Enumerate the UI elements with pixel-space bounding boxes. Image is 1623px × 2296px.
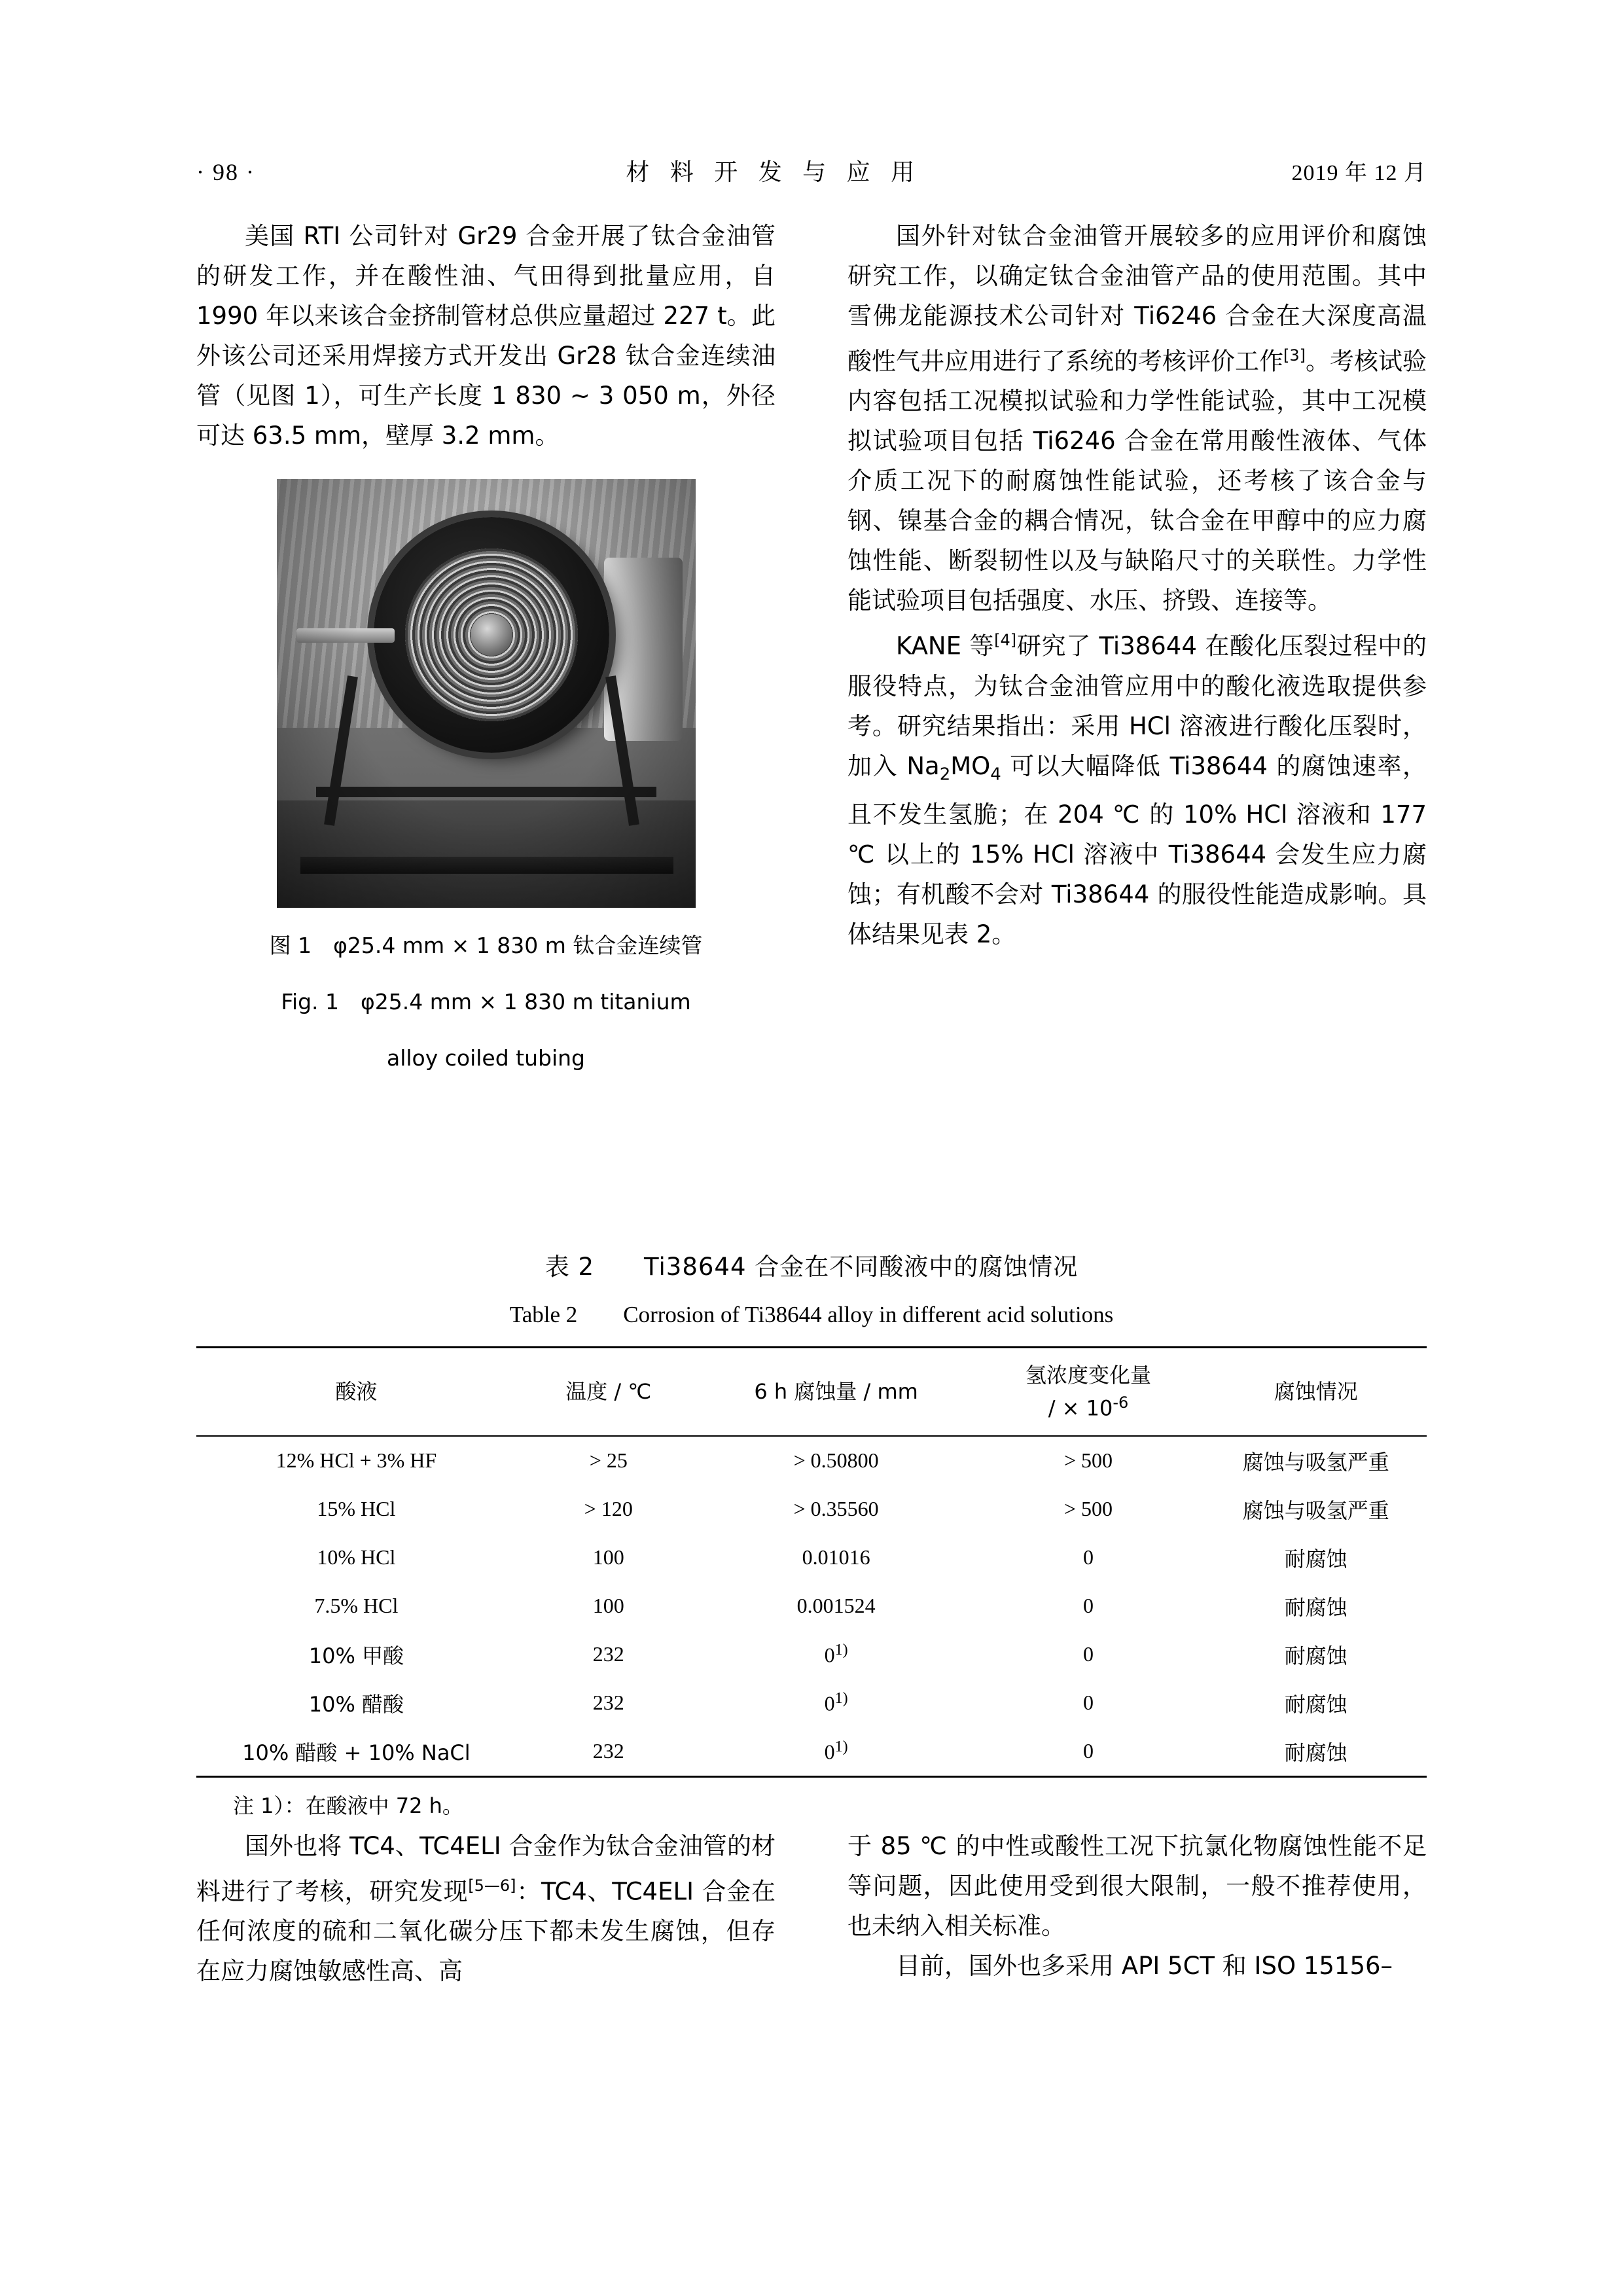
bottom-left-paragraph-1 xyxy=(196,1826,776,1991)
cell-status: 耐腐蚀 xyxy=(1284,1740,1347,1765)
table-header-row xyxy=(196,1348,1427,1436)
cell-corrosion-amount: 0.001524 xyxy=(796,1594,876,1618)
column-header-hydrogen-change xyxy=(971,1348,1205,1436)
table-header xyxy=(196,1348,1427,1436)
table-body xyxy=(196,1436,1427,1777)
right-paragraph-2-c: MO xyxy=(950,751,991,780)
figure-caption-en-line2: alloy coiled tubing xyxy=(386,1045,585,1071)
right-paragraph-2 xyxy=(847,620,1427,954)
cell-status: 腐蚀与吸氢严重 xyxy=(1242,1449,1389,1475)
cell-acid: 15% HCl xyxy=(317,1497,396,1521)
subscript-2: 2 xyxy=(939,764,951,785)
bottom-right-paragraph-1: 于 85 ℃ 的中性或酸性工况下抗氯化物腐蚀性能不足等问题，因此使用受到很大限制，一般不推荐使用，也未纳入相关标准。 xyxy=(847,1832,1427,1940)
cell-status: 耐腐蚀 xyxy=(1284,1643,1347,1668)
bottom-two-column-body xyxy=(196,1826,1427,1991)
column-header-temperature: 温度 / ℃ xyxy=(565,1379,652,1405)
table-row xyxy=(196,1582,1427,1630)
figure-caption-cn: 图 1 φ25.4 mm × 1 830 m 钛合金连续管 xyxy=(269,933,703,958)
page-header xyxy=(196,154,1427,187)
footnote-mark: 1) xyxy=(834,1641,848,1659)
cell-hydrogen: 0 xyxy=(1082,1691,1094,1715)
right-paragraph-2-a: KANE 等 xyxy=(896,632,995,660)
cell-acid: 10% 醋酸 + 10% NaCl xyxy=(242,1740,471,1765)
cell-corrosion-amount xyxy=(701,1727,972,1777)
cell-hydrogen: > 500 xyxy=(1063,1497,1113,1521)
cell-value: 0 xyxy=(824,1643,835,1667)
column-header-acid: 酸液 xyxy=(335,1379,378,1405)
left-paragraph-1: 美国 RTI 公司针对 Gr29 合金开展了钛合金油管的研发工作，并在酸性油、气田得到批量应用，自 1990 年以来该合金挤制管材总供应量超过 227 t。此外该公司还采用焊接方式开发出 Gr28 钛合金连续油管（见图 1），可生产长度 1 830 ~ 3 050 m，外径可达 63.5 mm，壁厚 3.2 mm。 xyxy=(196,222,776,450)
right-paragraph-1-text: 国外针对钛合金油管开展较多的应用评价和腐蚀研究工作，以确定钛合金油管产品的使用范围。其中雪佛龙能源技术公司针对 Ti6246 合金在大深度高温酸性气井应用进行了系统的考核评价工作 xyxy=(847,222,1427,376)
right-paragraph-1-cont: 。考核试验内容包括工况模拟试验和力学性能试验，其中工况模拟试验项目包括 Ti6246 合金在常用酸性液体、气体介质工况下的耐腐蚀性能试验，还考核了该合金与钢、镍基合金的耦合情况，钛合金在甲醇中的应力腐蚀性能、断裂韧性以及与缺陷尺寸的关联性。力学性能试验项目包括强度、水压、挤毁、连接等。 xyxy=(847,347,1427,615)
bottom-left-paragraph-1-a: 国外也将 TC4、TC4ELI 合金作为钛合金油管的材料进行了考核，研究发现 xyxy=(196,1832,776,1906)
bottom-left-column xyxy=(196,1826,776,1991)
cell-temperature: > 25 xyxy=(589,1448,628,1473)
column-header-hydrogen-change-line1: 氢浓度变化量 xyxy=(1025,1363,1151,1388)
bottom-left-paragraph-1-b: ：TC4、TC4ELI 合金在任何浓度的硫和二氧化碳分压下都未发生腐蚀，但存在应力腐蚀敏感性高、高 xyxy=(196,1877,776,1986)
cell-acid: 12% HCl + 3% HF xyxy=(276,1448,437,1473)
figure-1 xyxy=(196,479,776,1077)
cell-hydrogen: 0 xyxy=(1082,1545,1094,1570)
bottom-right-column xyxy=(847,1826,1427,1991)
cell-temperature: 232 xyxy=(592,1691,624,1715)
right-paragraph-2-d: 可以大幅降低 Ti38644 的腐蚀速率，且不发生氢脆；在 204 ℃ 的 10% HCl 溶液和 177 ℃ 以上的 15% HCl 溶液中 Ti38644 会发生应力腐蚀；有机酸不会对 Ti38644 的服役性能造成影响。具体结果见表 2。 xyxy=(847,751,1427,949)
issue-date: 2019 年 12 月 xyxy=(1291,161,1427,185)
table-footnote: 注 1）：在酸液中 72 h。 xyxy=(233,1793,463,1818)
hydrogen-exponent: -6 xyxy=(1113,1393,1129,1412)
figure-caption-en-line1: Fig. 1 φ25.4 mm × 1 830 m titanium xyxy=(281,989,691,1014)
citation-ref-5-6: [5—6] xyxy=(468,1876,516,1895)
cell-temperature: 232 xyxy=(592,1642,624,1666)
footnote-mark: 1) xyxy=(834,1689,848,1707)
column-header-corrosion-amount: 6 h 腐蚀量 / mm xyxy=(754,1379,918,1405)
cell-value: 0 xyxy=(824,1691,835,1715)
left-column xyxy=(196,216,776,1077)
cell-hydrogen: 0 xyxy=(1082,1739,1094,1763)
cell-acid: 10% HCl xyxy=(317,1545,396,1570)
table-row xyxy=(196,1679,1427,1727)
right-column xyxy=(847,216,1427,1077)
cell-temperature: 232 xyxy=(592,1739,624,1763)
cell-acid: 10% 醋酸 xyxy=(308,1691,404,1717)
cell-hydrogen: 0 xyxy=(1082,1594,1094,1618)
cell-corrosion-amount: > 0.35560 xyxy=(793,1497,879,1521)
table-2 xyxy=(196,1346,1427,1778)
table-row xyxy=(196,1630,1427,1679)
subscript-4: 4 xyxy=(990,764,1001,785)
table-row xyxy=(196,1727,1427,1777)
cell-temperature: 100 xyxy=(592,1545,624,1570)
hydrogen-units: / × 10 xyxy=(1048,1395,1113,1421)
main-two-column-body xyxy=(196,216,1427,1077)
table-2-block xyxy=(196,1247,1427,1820)
table-row xyxy=(196,1534,1427,1582)
cell-corrosion-amount: > 0.50800 xyxy=(793,1448,879,1473)
cell-value: 0 xyxy=(824,1740,835,1764)
cell-temperature: > 120 xyxy=(584,1497,633,1521)
right-paragraph-2-b: 研究了 Ti38644 在酸化压裂过程中的服役特点，为钛合金油管应用中的酸化液选取提供参考。研究结果指出：采用 HCl 溶液进行酸化压裂时，加入 Na xyxy=(847,632,1427,780)
right-paragraph-1 xyxy=(847,216,1427,620)
table-title-en: Table 2 Corrosion of Ti38644 alloy in different acid solutions xyxy=(509,1302,1114,1327)
table-row xyxy=(196,1436,1427,1485)
cell-acid: 7.5% HCl xyxy=(314,1594,399,1618)
page-number: · 98 · xyxy=(196,159,255,185)
footnote-mark: 1) xyxy=(834,1738,848,1755)
cell-acid: 10% 甲酸 xyxy=(308,1643,404,1668)
cell-hydrogen: 0 xyxy=(1082,1642,1094,1666)
cell-status: 腐蚀与吸氢严重 xyxy=(1242,1498,1389,1523)
cell-corrosion-amount xyxy=(701,1679,972,1727)
cell-hydrogen: > 500 xyxy=(1063,1448,1113,1473)
cell-status: 耐腐蚀 xyxy=(1284,1691,1347,1717)
table-row xyxy=(196,1485,1427,1534)
journal-title: 材 料 开 发 与 应 用 xyxy=(626,159,921,186)
cell-corrosion-amount: 0.01016 xyxy=(802,1545,870,1570)
citation-ref-3: [3] xyxy=(1283,346,1306,365)
table-title-cn: 表 2 Ti38644 合金在不同酸液中的腐蚀情况 xyxy=(544,1253,1079,1281)
bottom-right-paragraph-2: 目前，国外也多采用 API 5CT 和 ISO 15156– xyxy=(896,1952,1393,1980)
cell-status: 耐腐蚀 xyxy=(1284,1546,1347,1571)
column-header-corrosion-status: 腐蚀情况 xyxy=(1274,1379,1358,1405)
cell-corrosion-amount xyxy=(701,1630,972,1679)
citation-ref-4: [4] xyxy=(994,631,1017,650)
coiled-tubing-reel-photo xyxy=(277,479,696,908)
cell-temperature: 100 xyxy=(592,1594,624,1618)
column-header-hydrogen-change-line2 xyxy=(971,1389,1205,1422)
cell-status: 耐腐蚀 xyxy=(1284,1594,1347,1620)
